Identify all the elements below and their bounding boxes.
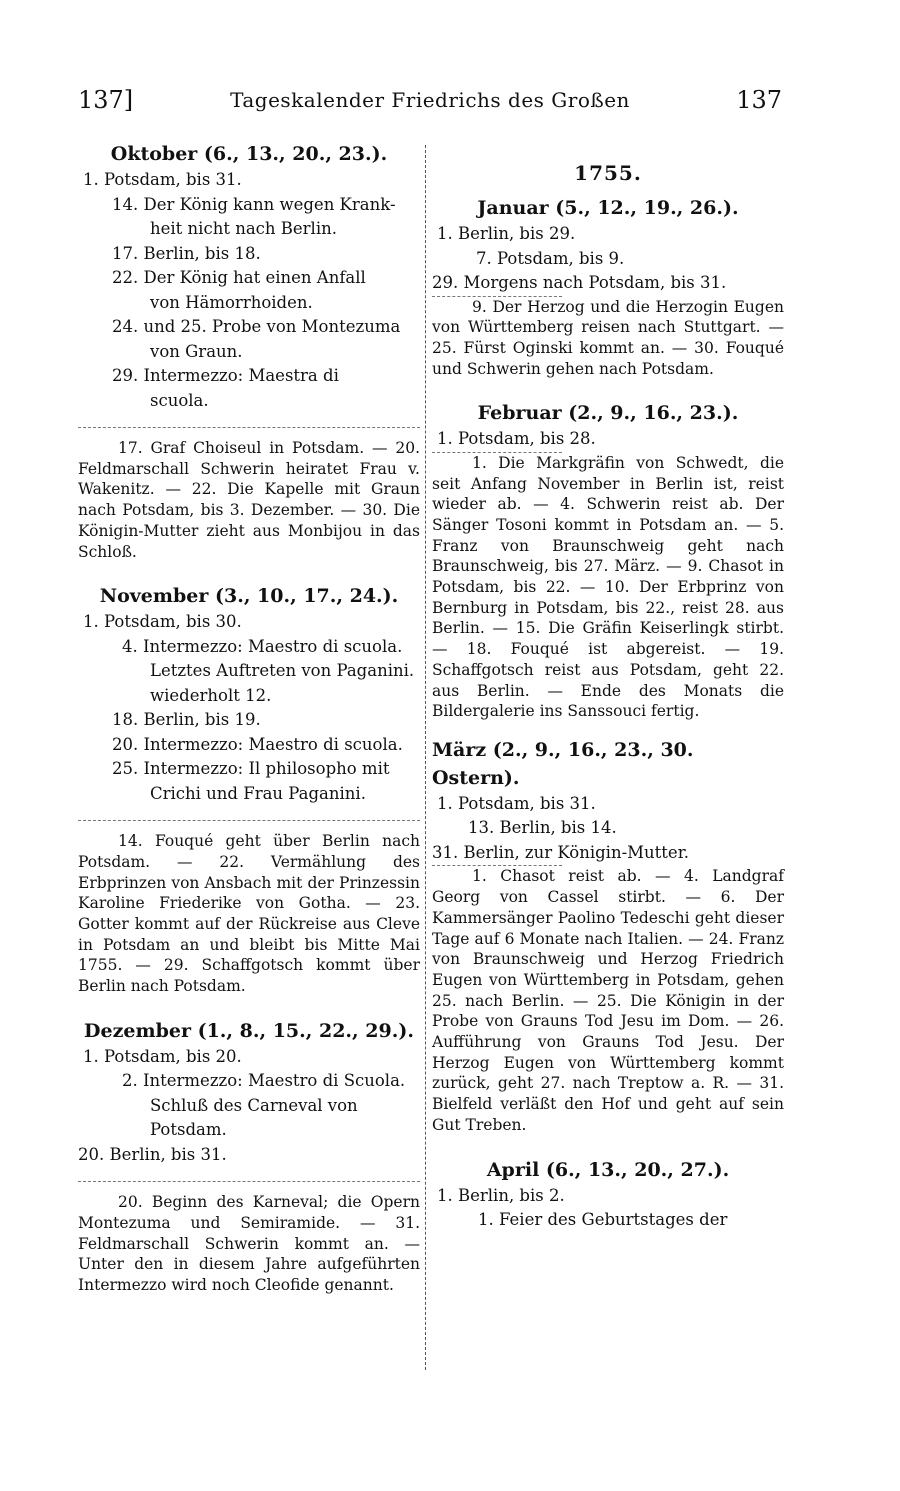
entry-continuation: Schluß des Carneval von (150, 1095, 358, 1115)
entry: 1. Potsdam, bis 28. (437, 429, 596, 449)
entry: 1. Potsdam, bis 30. (83, 612, 242, 632)
entry: 2. Intermezzo: Maestro di Scuola. (122, 1071, 406, 1091)
note-oktober: 17. Graf Choiseul in Potsdam. — 20. Feldmarschall Schwerin heiratet Frau v. Wakenitz. — 22. Die Kapelle mit Graun nach Potsdam, bis 3. Dezember. — 30. Die Königin-Mutter zieht aus Monbijou in das Schloß. (78, 439, 420, 561)
month-heading-maerz: März (2., 9., 16., 23., 30. Ostern). (432, 738, 694, 789)
entry-continuation: scuola. (150, 390, 209, 410)
column-divider (425, 145, 426, 1370)
entry: 31. Berlin, zur Königin-Mutter. (432, 842, 690, 862)
month-heading-dezember: Dezember (1., 8., 15., 22., 29.). (84, 1019, 414, 1042)
section-separator (78, 820, 420, 821)
entry: 25. Intermezzo: Il philosopho mit (112, 759, 390, 779)
year-heading: 1755. (574, 161, 642, 185)
month-heading-februar: Februar (2., 9., 16., 23.). (477, 402, 739, 425)
entry: 1. Potsdam, bis 31. (83, 170, 242, 189)
entry: 1. Berlin, bis 2. (437, 1185, 565, 1205)
section-separator (78, 427, 420, 428)
entry: 20. Berlin, bis 31. (78, 1144, 227, 1164)
note-februar: 1. Die Markgräfin von Schwedt, die seit Anfang November in Berlin ist, reist wieder ab. — 4. Schwerin reist ab. Der Sänger Tosoni kommt in Potsdam an. — 5. Franz von Braunschweig geht nach Braunschweig, bis 27. März. — 9. Chasot in Potsdam, bis 22. — 10. Der Erbprinz von Bernburg in Potsdam, bis 22., reist 28. aus Berlin. — 15. Die Gräfin Keiserlingk stirbt. — 18. Fouqué ist abgereist. — 19. Schaffgotsch reist aus Potsdam, geht 22. aus Berlin. — Ende des Monats die Bildergalerie ins Sanssouci fertig. (432, 453, 784, 721)
page-number-left: 137] (78, 86, 134, 114)
entry: 4. Intermezzo: Maestro di scuola. (122, 636, 403, 656)
entry: 18. Berlin, bis 19. (112, 710, 261, 730)
note-januar: 9. Der Herzog und die Herzogin Eugen von Württemberg reisen nach Stuttgart. — 25. Fürst Oginski kommt an. — 30. Fouqué und Schwerin gehen nach Potsdam. (432, 297, 784, 378)
entry: 1. Feier des Geburtstages der (478, 1210, 728, 1230)
entry: 1. Potsdam, bis 20. (83, 1046, 242, 1066)
entry: 29. Morgens nach Potsdam, bis 31. (432, 273, 727, 292)
month-heading-oktober: Oktober (6., 13., 20., 23.). (110, 143, 388, 165)
entry: 1. Potsdam, bis 31. (437, 793, 596, 813)
entry-continuation: von Hämorrhoiden. (150, 292, 313, 312)
month-heading-januar: Januar (5., 12., 19., 26.). (477, 197, 739, 219)
entry-continuation: Crichi und Frau Paganini. (150, 783, 366, 803)
month-heading-november: November (3., 10., 17., 24.). (99, 585, 399, 608)
entry-continuation: Potsdam. (150, 1120, 227, 1140)
entry: 14. Der König kann wegen Krank- (112, 194, 396, 214)
entry: 7. Potsdam, bis 9. (476, 248, 625, 268)
entry: 1. Berlin, bis 29. (437, 224, 576, 243)
entry: 29. Intermezzo: Maestra di (112, 366, 339, 385)
right-column (432, 140, 784, 1233)
running-header (78, 86, 782, 116)
note-maerz: 1. Chasot reist ab. — 4. Landgraf Georg von Cassel stirbt. — 6. Der Kammersänger Paolino Tedeschi geht dieser Tage auf 6 Monate nach Italien. — 24. Franz von Braunschweig und Herzog Friedrich Eugen von Württemberg in Potsdam, gehen 25. nach Berlin. — 25. Die Königin in der Probe von Grauns Tod Jesu im Dom. — 26. Aufführung von Grauns Tod Jesu. Der Herzog Eugen von Württemberg kommt zurück, geht 27. nach Treptow a. R. — 31. Bielfeld verläßt den Hof und geht auf sein Gut Treben. (432, 867, 784, 1134)
entry: 24. und 25. Probe von Montezuma (112, 317, 401, 336)
section-separator (78, 1181, 420, 1182)
entry-continuation: heit nicht nach Berlin. (150, 219, 337, 238)
entry: 20. Intermezzo: Maestro di scuola. (112, 734, 403, 754)
left-column (78, 140, 420, 1296)
entry: 17. Berlin, bis 18. (112, 243, 261, 263)
entry-continuation: wiederholt 12. (150, 685, 272, 705)
note-november: 14. Fouqué geht über Berlin nach Potsdam. — 22. Vermählung des Erbprinzen von Ansbach mit der Prinzessin Karoline Friederike von Gotha. — 23. Gotter kommt auf der Rückreise aus Cleve in Potsdam an und bleibt bis Mitte Mai 1755. — 29. Schaffgotsch kommt über Berlin nach Potsdam. (78, 832, 420, 996)
entry-continuation: von Graun. (150, 341, 243, 361)
entry: 13. Berlin, bis 14. (468, 818, 617, 838)
running-title: Tageskalender Friedrichs des Großen (230, 88, 630, 112)
page-number-right: 137 (736, 86, 782, 114)
month-heading-april: April (6., 13., 20., 27.). (486, 1158, 730, 1181)
entry-continuation: Letztes Auftreten von Paganini. (150, 661, 415, 681)
entry: 22. Der König hat einen Anfall (112, 268, 366, 287)
note-dezember: 20. Beginn des Karneval; die Opern Montezuma und Semiramide. — 31. Feldmarschall Schwerin kommt an. — Unter den in diesem Jahre aufgeführten Intermezzo wird noch Cleofide genannt. (78, 1193, 420, 1295)
